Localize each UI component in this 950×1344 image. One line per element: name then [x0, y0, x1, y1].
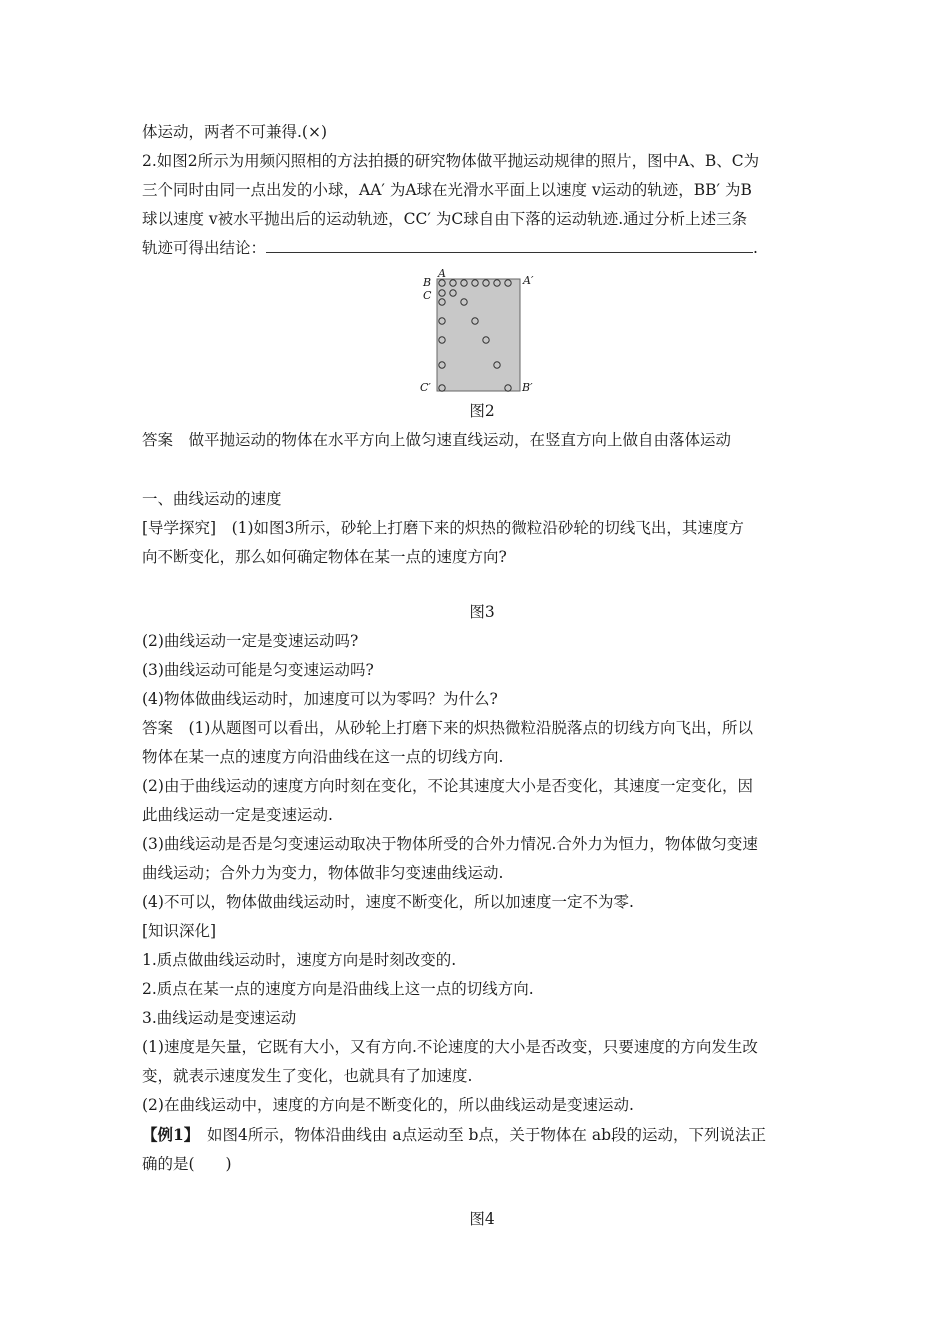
text-line: 体运动，两者不可兼得.(×)	[142, 123, 328, 141]
knowledge-line: 变，就表示速度发生了变化，也就具有了加速度.	[142, 1067, 473, 1085]
label-A: A	[438, 269, 446, 280]
text-line: 向不断变化，那么如何确定物体在某一点的速度方向?	[142, 548, 507, 566]
figure-4-caption: 图4	[469, 1210, 495, 1228]
question-line: (4)物体做曲线运动时，加速度可以为零吗？为什么?	[142, 690, 498, 708]
label-C-prime: C′	[420, 381, 431, 394]
answer-line: 物体在某一点的速度方向沿曲线在这一点的切线方向.	[142, 748, 504, 766]
section-title: 一、曲线运动的速度	[142, 490, 282, 508]
answer-blank	[266, 236, 753, 253]
label-C: C	[423, 289, 432, 302]
knowledge-line: 3.曲线运动是变速运动	[142, 1009, 297, 1027]
answer-line: 答案 (1)从题图可以看出，从砂轮上打磨下来的炽热微粒沿脱落点的切线方向飞出，所以	[142, 719, 753, 737]
label-A-prime: A′	[523, 274, 534, 287]
example-tag: 【例1】	[142, 1125, 192, 1144]
figure-3-caption: 图3	[469, 603, 495, 621]
example-text: 如图4所示，物体沿曲线由 a点运动至 b点，关于物体在 ab段的运动，下列说法正	[191, 1126, 767, 1144]
figure-2	[142, 269, 822, 397]
fill-suffix: .	[753, 239, 758, 257]
answer-line: (4)不可以，物体做曲线运动时，速度不断变化，所以加速度一定不为零.	[142, 893, 634, 911]
label-B: B	[423, 276, 432, 289]
knowledge-heading: [知识深化]	[142, 922, 217, 940]
answer-line: (3)曲线运动是否是匀变速运动取决于物体所受的合外力情况.合外力为恒力，物体做匀变速	[142, 835, 758, 853]
label-B-prime: B′	[522, 381, 533, 394]
answer-line: 此曲线运动一定是变速运动.	[142, 806, 333, 824]
fill-in-line	[142, 234, 822, 263]
text-line: 2.如图2所示为用频闪照相的方法拍摄的研究物体做平抛运动规律的照片，图中A、B、C为	[142, 152, 760, 170]
question-line: (2)曲线运动一定是变速运动吗?	[142, 632, 359, 650]
knowledge-line: (1)速度是矢量，它既有大小，又有方向.不论速度的大小是否改变，只要速度的方向发生改	[142, 1038, 758, 1056]
text-line: 球以速度 v被水平抛出后的运动轨迹，CC′ 为C球自由下落的运动轨迹.通过分析上述三条	[142, 210, 748, 228]
knowledge-line: (2)在曲线运动中，速度的方向是不断变化的，所以曲线运动是变速运动.	[142, 1096, 634, 1114]
figure-2-caption: 图2	[469, 402, 495, 420]
answer-line: 答案 做平抛运动的物体在水平方向上做匀速直线运动，在竖直方向上做自由落体运动	[142, 431, 732, 449]
example-line: 确的是( )	[142, 1155, 232, 1173]
document-page	[142, 118, 822, 1234]
strobe-photo-diagram	[420, 269, 544, 395]
example-line	[142, 1120, 822, 1150]
question-line: (3)曲线运动可能是匀变速运动吗?	[142, 661, 374, 679]
photo-background	[437, 279, 520, 391]
text-line: [导学探究] (1)如图3所示，砂轮上打磨下来的炽热的微粒沿砂轮的切线飞出，其速度方	[142, 519, 744, 537]
fill-prefix: 轨迹可得出结论：	[142, 239, 267, 257]
answer-line: (2)由于曲线运动的速度方向时刻在变化，不论其速度大小是否变化，其速度一定变化，因	[142, 777, 753, 795]
answer-line: 曲线运动；合外力为变力，物体做非匀变速曲线运动.	[142, 864, 504, 882]
knowledge-line: 1.质点做曲线运动时，速度方向是时刻改变的.	[142, 951, 457, 969]
knowledge-line: 2.质点在某一点的速度方向是沿曲线上这一点的切线方向.	[142, 980, 534, 998]
text-line: 三个同时由同一点出发的小球，AA′ 为A球在光滑水平面上以速度 v运动的轨迹，BB′ 为B	[142, 181, 752, 199]
